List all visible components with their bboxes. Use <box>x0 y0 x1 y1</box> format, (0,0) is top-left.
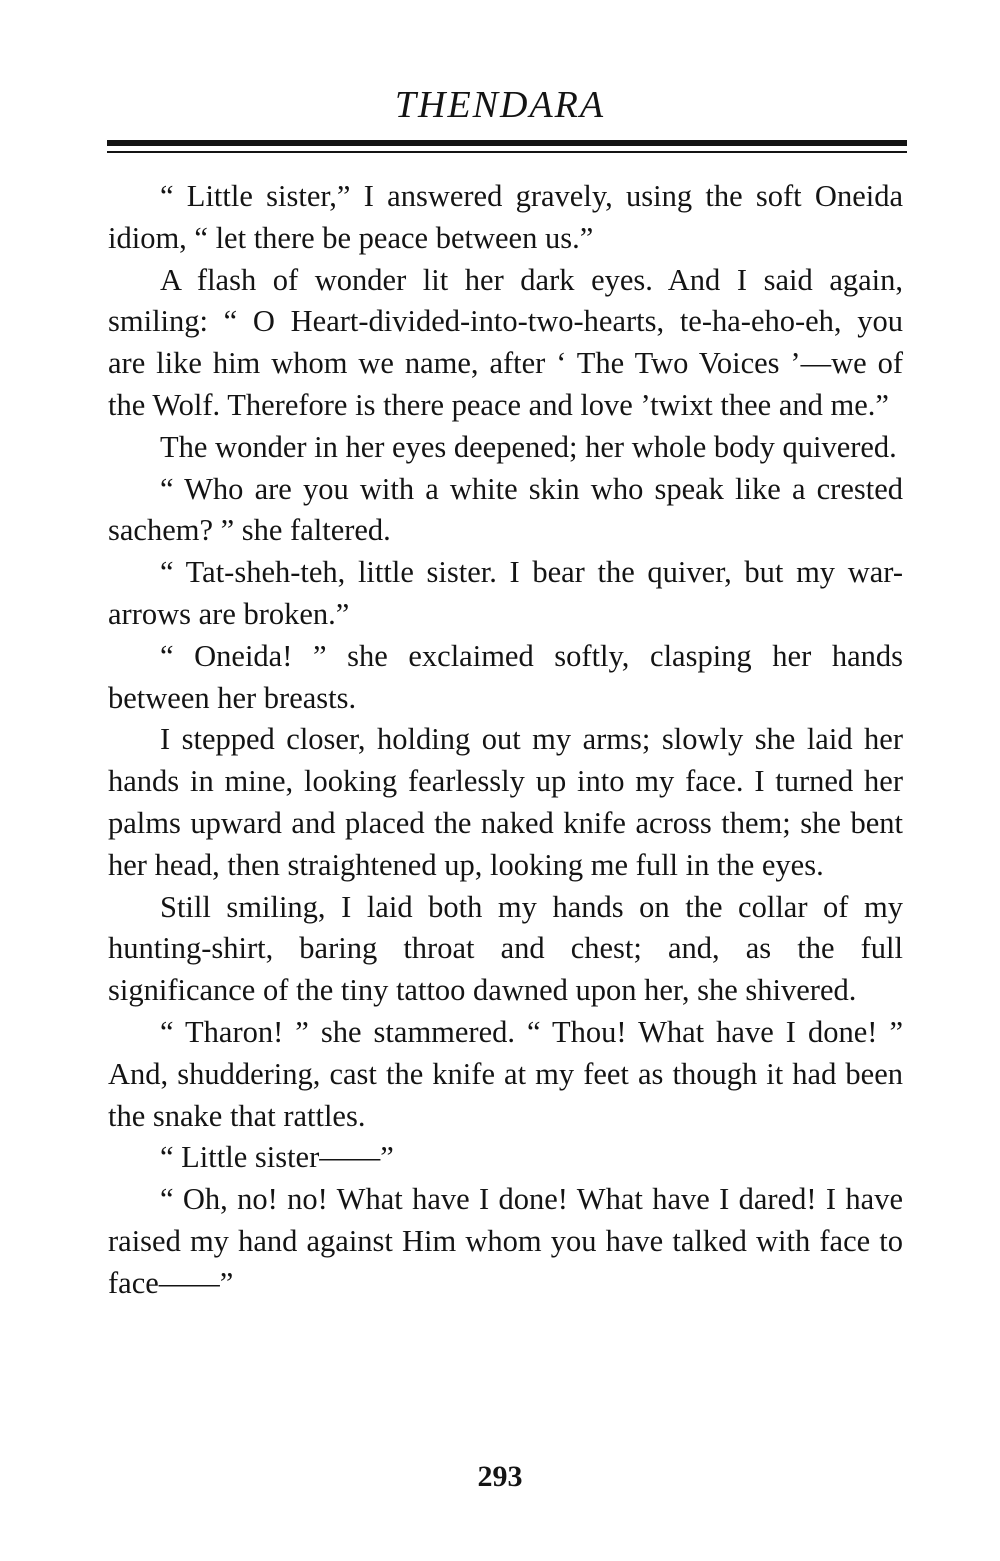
header-rule-thick <box>107 140 907 146</box>
paragraph: Still smiling, I laid both my hands on the collar of my hunting-shirt, baring throat and chest; and, as the full significance of the tiny tattoo dawned upon her, she shivered. <box>108 889 903 1008</box>
paragraph: “ Little sister,” I answered gravely, using the soft Oneida idiom, “ let there be peace between us.” <box>108 179 903 255</box>
paragraph: I stepped closer, holding out my arms; slowly she laid her hands in mine, looking fearlessly up into my face. I turned her palms upward and placed the naked knife across them; she bent her head, then straightened up, looking me full in the eyes. <box>108 722 903 882</box>
paragraph: A flash of wonder lit her dark eyes. And I said again, smiling: “ O Heart-divided-into-two-hearts, te-ha-eho-eh, you are like him whom we name, after ‘ The Two Voices ’—we of the Wolf. Therefore is there peace and love ’twixt thee and me.” <box>108 262 903 422</box>
running-head: THENDARA <box>394 84 606 126</box>
paragraph: “ Little sister——” <box>160 1140 394 1175</box>
paragraph: The wonder in her eyes deepened; her whole body quivered. <box>160 429 897 464</box>
paragraph: “ Who are you with a white skin who speak like a crested sachem? ” she faltered. <box>108 471 903 548</box>
paragraph: “ Oneida! ” she exclaimed softly, clasping her hands between her breasts. <box>108 638 903 715</box>
body-text <box>108 176 903 1305</box>
paragraph: “ Tharon! ” she stammered. “ Thou! What have I done! ” And, shuddering, cast the knife at my feet as though it had been the snake that rattles. <box>108 1014 903 1133</box>
page-number: 293 <box>477 1460 523 1493</box>
paragraph: “ Oh, no! no! What have I done! What have I dared! I have raised my hand against Him whom you have talked with face to face——” <box>108 1182 903 1300</box>
header-rule-thin <box>107 151 907 153</box>
paragraph: “ Tat-sheh-teh, little sister. I bear the quiver, but my war-arrows are broken.” <box>108 555 903 631</box>
